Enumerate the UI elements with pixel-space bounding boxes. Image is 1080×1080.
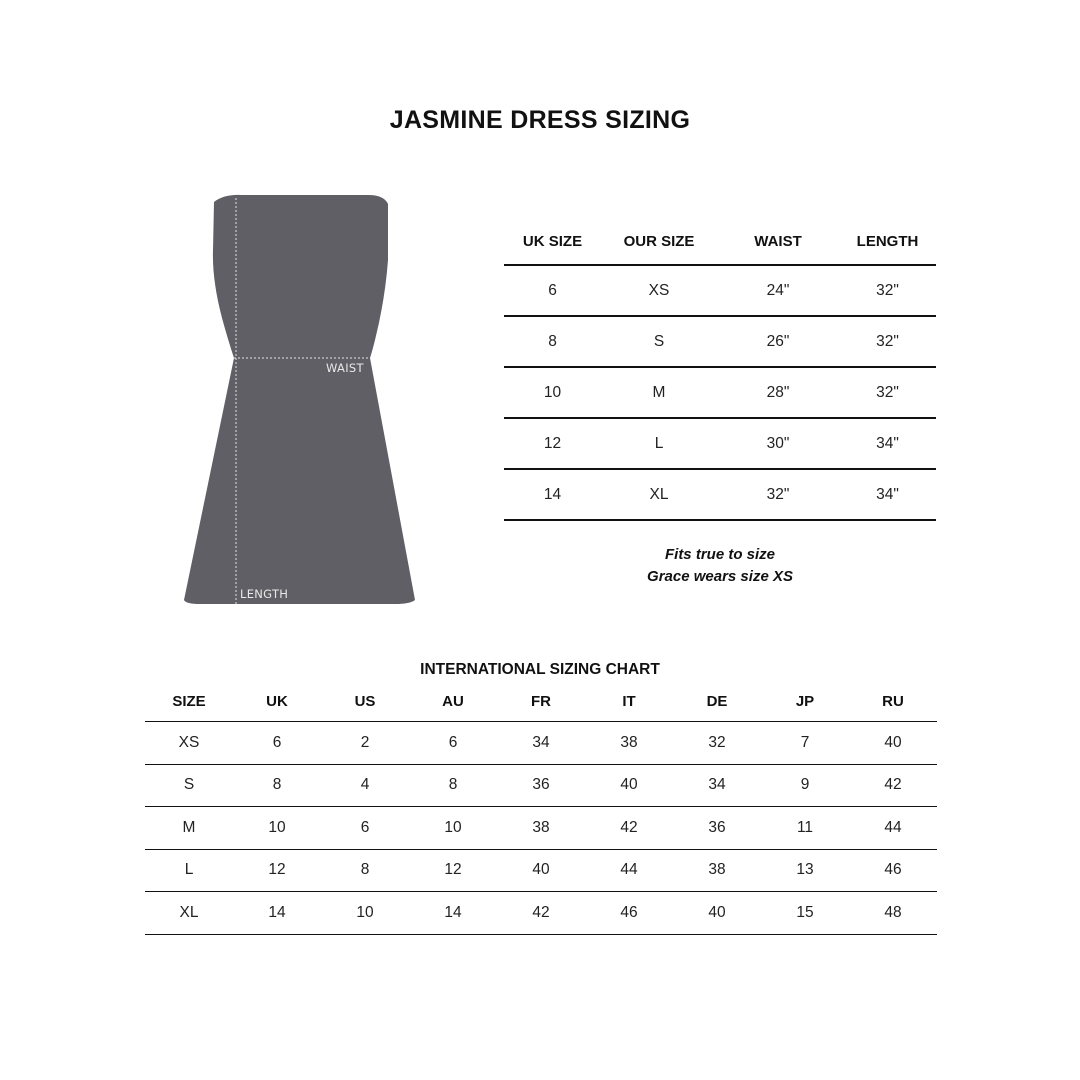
cell-de: 40	[673, 892, 761, 935]
cell-uk-size: 12	[504, 418, 601, 469]
cell-uk-size: 6	[504, 265, 601, 316]
cell-us: 10	[321, 892, 409, 935]
cell-it: 42	[585, 807, 673, 850]
cell-uk: 6	[233, 722, 321, 765]
cell-waist: 24"	[717, 265, 839, 316]
cell-de: 34	[673, 764, 761, 807]
cell-jp: 7	[761, 722, 849, 765]
cell-ru: 40	[849, 722, 937, 765]
cell-us: 2	[321, 722, 409, 765]
header-de: DE	[673, 681, 761, 722]
size-table	[504, 218, 936, 521]
table-row	[145, 764, 937, 807]
cell-length: 32"	[839, 367, 936, 418]
fit-note-line: Fits true to size	[664, 546, 776, 563]
cell-waist: 32"	[717, 469, 839, 520]
cell-size: XL	[145, 892, 233, 935]
cell-it: 44	[585, 849, 673, 892]
cell-ru: 42	[849, 764, 937, 807]
waist-label: WAIST	[326, 361, 364, 375]
page-title: JASMINE DRESS SIZING	[389, 106, 691, 134]
table-row	[145, 807, 937, 850]
header-size: SIZE	[145, 681, 233, 722]
cell-our-size: L	[601, 418, 717, 469]
cell-uk-size: 10	[504, 367, 601, 418]
cell-fr: 40	[497, 849, 585, 892]
cell-de: 36	[673, 807, 761, 850]
cell-waist: 30"	[717, 418, 839, 469]
cell-it: 40	[585, 764, 673, 807]
cell-ru: 44	[849, 807, 937, 850]
cell-au: 10	[409, 807, 497, 850]
intl-header-row	[145, 681, 937, 722]
cell-it: 46	[585, 892, 673, 935]
cell-size: M	[145, 807, 233, 850]
cell-au: 12	[409, 849, 497, 892]
dress-shape	[184, 195, 415, 604]
cell-fr: 42	[497, 892, 585, 935]
header-jp: JP	[761, 681, 849, 722]
cell-waist: 26"	[717, 316, 839, 367]
cell-uk-size: 8	[504, 316, 601, 367]
cell-length: 32"	[839, 316, 936, 367]
cell-our-size: M	[601, 367, 717, 418]
header-fr: FR	[497, 681, 585, 722]
table-row	[145, 892, 937, 935]
fit-note	[570, 544, 870, 588]
table-row	[504, 418, 936, 469]
cell-fr: 36	[497, 764, 585, 807]
table-row	[145, 849, 937, 892]
header-our-size: OUR SIZE	[601, 218, 717, 265]
cell-length: 34"	[839, 469, 936, 520]
cell-waist: 28"	[717, 367, 839, 418]
header-waist: WAIST	[717, 218, 839, 265]
table-row	[504, 469, 936, 520]
cell-our-size: XS	[601, 265, 717, 316]
size-table-header-row	[504, 218, 936, 265]
cell-fr: 34	[497, 722, 585, 765]
table-row	[504, 316, 936, 367]
cell-jp: 15	[761, 892, 849, 935]
dress-diagram	[170, 190, 440, 610]
cell-size: S	[145, 764, 233, 807]
header-au: AU	[409, 681, 497, 722]
model-size-note: Grace wears size XS	[647, 568, 793, 585]
intl-sizing-table	[145, 681, 937, 935]
cell-our-size: S	[601, 316, 717, 367]
cell-us: 4	[321, 764, 409, 807]
cell-jp: 13	[761, 849, 849, 892]
header-ru: RU	[849, 681, 937, 722]
header-it: IT	[585, 681, 673, 722]
cell-size: XS	[145, 722, 233, 765]
cell-uk: 10	[233, 807, 321, 850]
dress-illustration	[170, 190, 440, 610]
cell-au: 14	[409, 892, 497, 935]
cell-ru: 46	[849, 849, 937, 892]
cell-our-size: XL	[601, 469, 717, 520]
cell-it: 38	[585, 722, 673, 765]
cell-uk-size: 14	[504, 469, 601, 520]
header-length: LENGTH	[839, 218, 936, 265]
cell-uk: 8	[233, 764, 321, 807]
cell-uk: 14	[233, 892, 321, 935]
cell-uk: 12	[233, 849, 321, 892]
cell-length: 34"	[839, 418, 936, 469]
header-us: US	[321, 681, 409, 722]
table-row	[504, 367, 936, 418]
table-row	[145, 722, 937, 765]
cell-jp: 11	[761, 807, 849, 850]
cell-us: 8	[321, 849, 409, 892]
intl-chart-title: INTERNATIONAL SIZING CHART	[420, 661, 660, 678]
cell-jp: 9	[761, 764, 849, 807]
cell-fr: 38	[497, 807, 585, 850]
header-uk: UK	[233, 681, 321, 722]
cell-au: 8	[409, 764, 497, 807]
cell-de: 38	[673, 849, 761, 892]
cell-de: 32	[673, 722, 761, 765]
cell-size: L	[145, 849, 233, 892]
length-label: LENGTH	[240, 587, 289, 601]
table-row	[504, 265, 936, 316]
cell-ru: 48	[849, 892, 937, 935]
header-uk-size: UK SIZE	[504, 218, 601, 265]
cell-length: 32"	[839, 265, 936, 316]
cell-au: 6	[409, 722, 497, 765]
cell-us: 6	[321, 807, 409, 850]
